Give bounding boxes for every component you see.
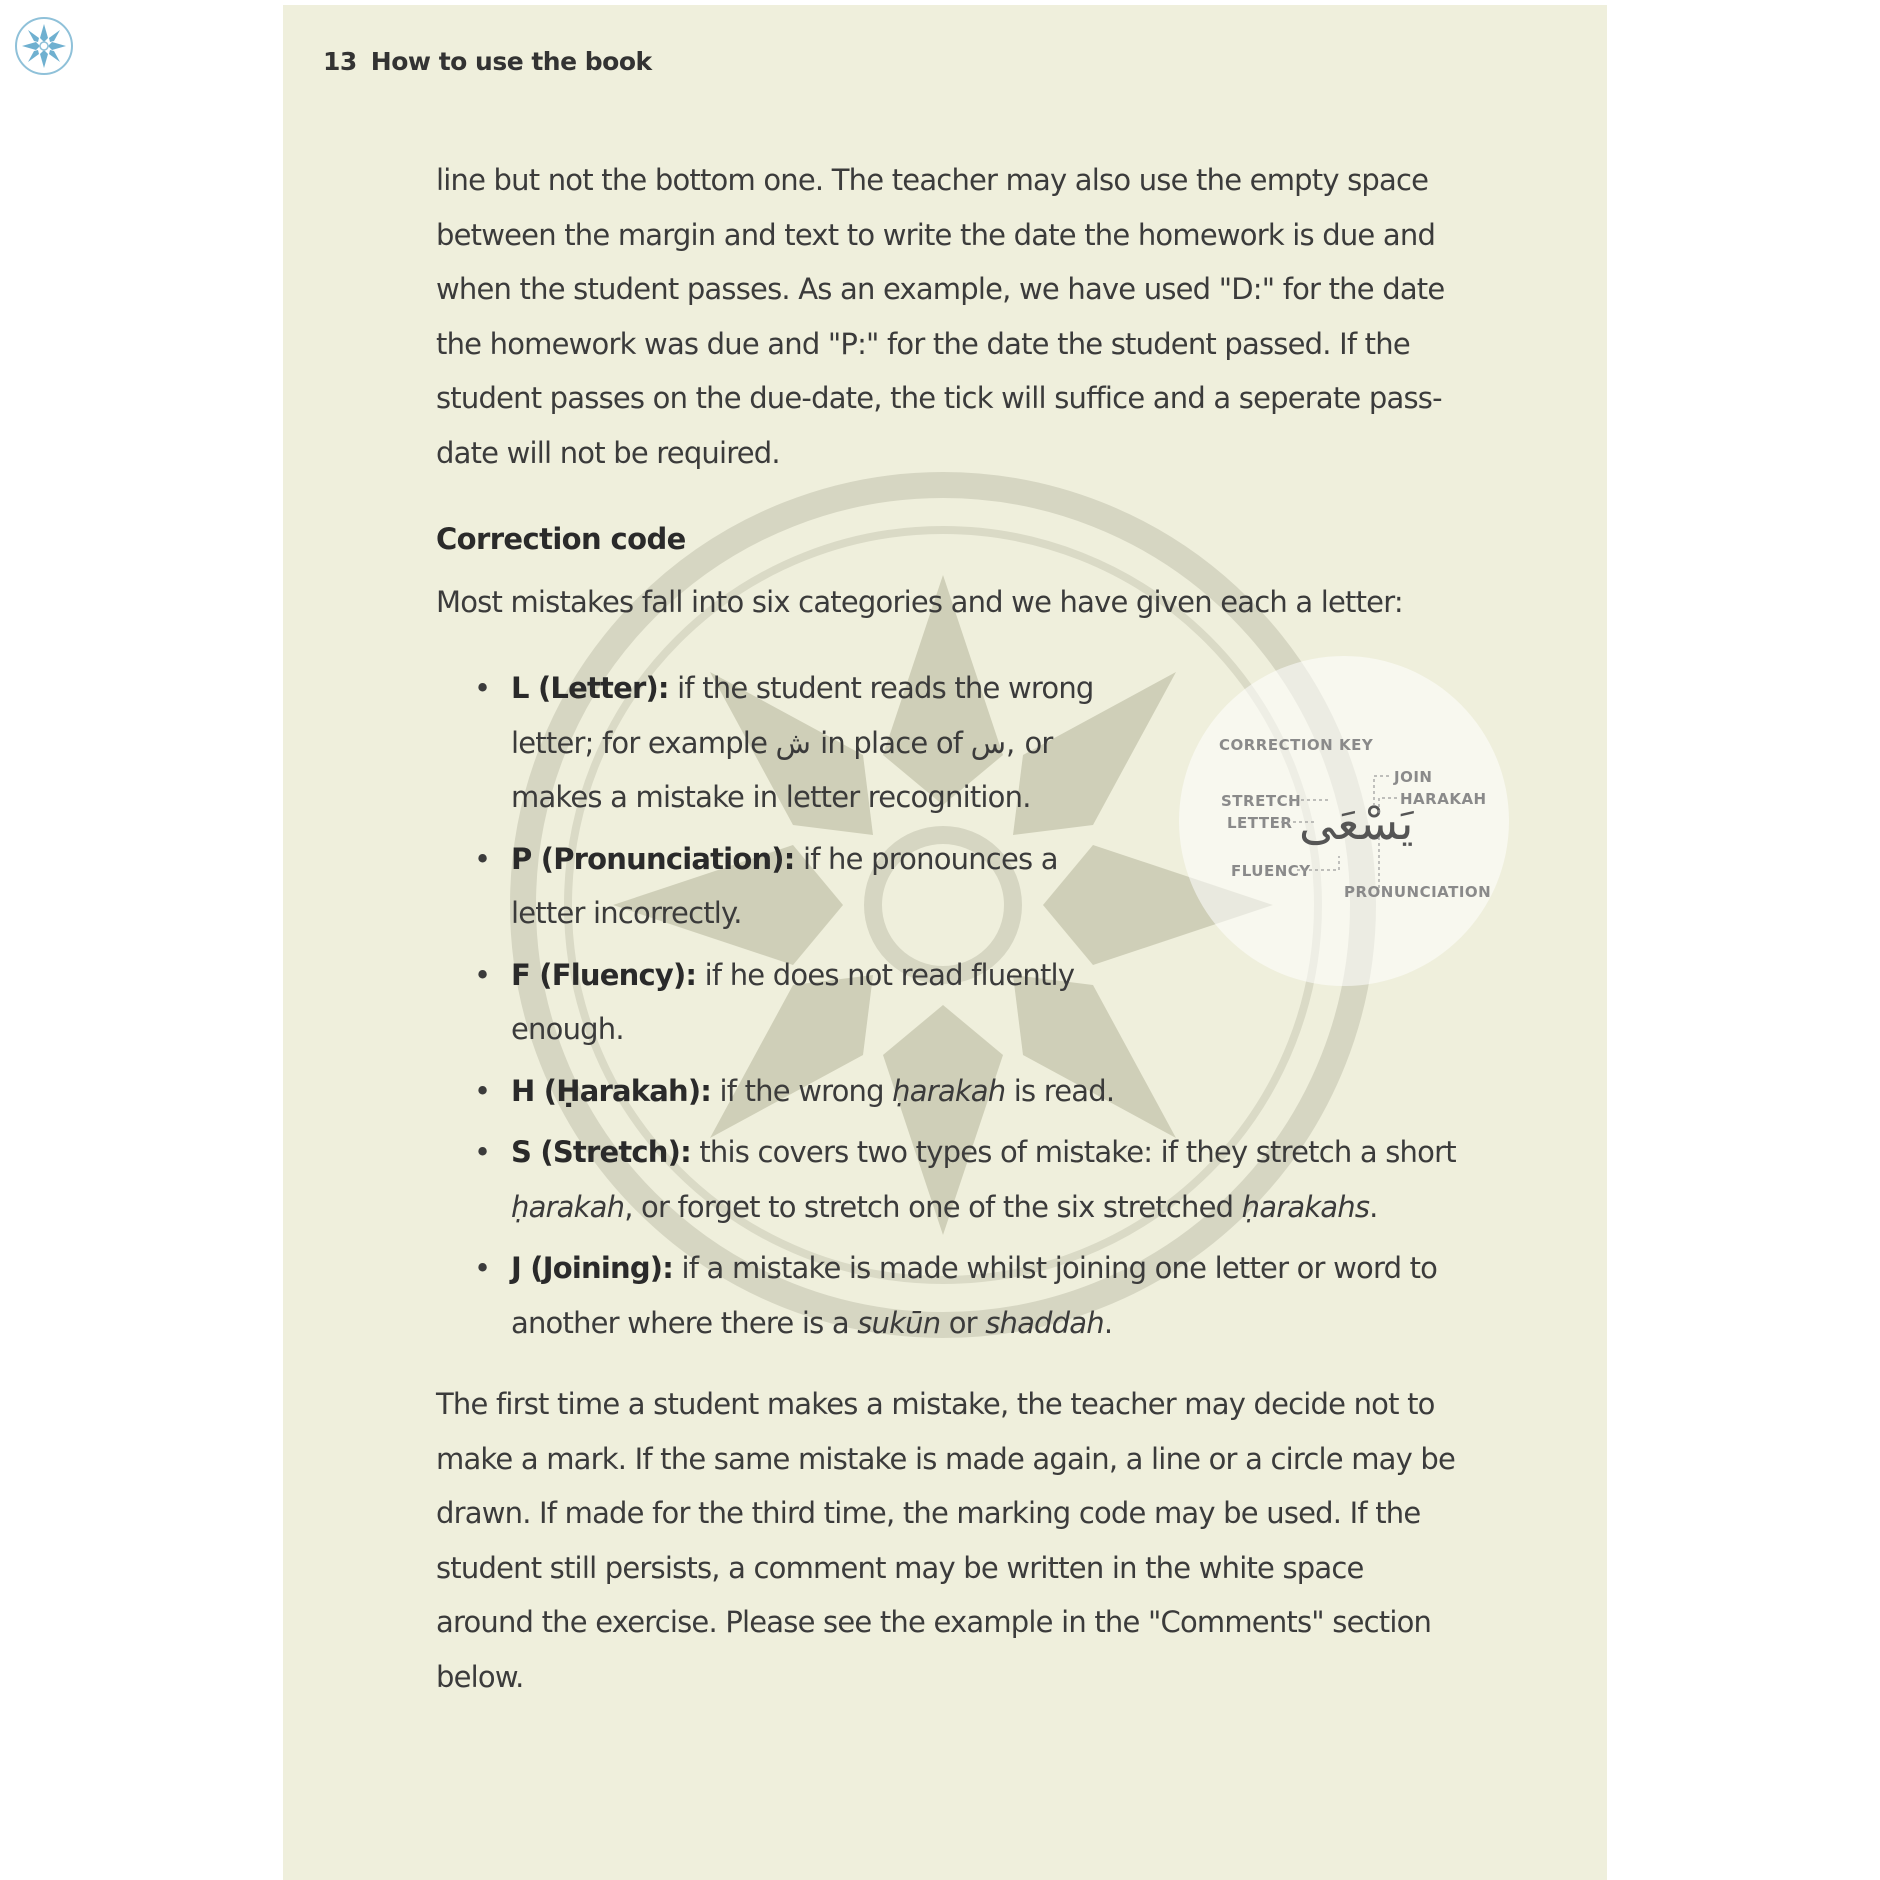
key-label-pronunciation: PRONUNCIATION [1344,883,1492,901]
term-letter: L (Letter): [511,671,669,705]
item-italic: ḥarakah [511,1189,625,1224]
paragraph-1: line but not the bottom one. The teacher may also use the empty space between the margin and text to write the date the homework is due and when the student passes. As an example, we have used "D:" for the date the homework was due and "P:" for the date the student passed. If the student passes on the due-date, the tick will suffice and a seperate pass-date will not be required. [436,163,1445,470]
key-arabic-word: يَسْعَى [1299,796,1414,850]
item-text: if the student reads the wrong letter; for example [511,671,1094,760]
section-intro: Most mistakes fall into six categories and we have given each a letter: [436,585,1403,619]
publisher-logo-icon [14,16,74,76]
key-label-join: JOIN [1394,768,1433,786]
item-italic: ḥarakah [892,1073,1006,1108]
term-harakah: H (Ḥarakah): [511,1073,712,1108]
item-text: if the wrong [711,1073,893,1108]
item-text: . [1103,1305,1113,1340]
item-text: , or makes a mistake in letter recognition. [511,725,1053,814]
key-title: CORRECTION KEY [1219,736,1374,754]
item-text: if he pronounces a letter incorrectly. [511,841,1058,930]
item-italic: shaddah [985,1305,1104,1340]
list-item-pronunciation [436,832,1081,941]
list-item-letter [436,661,1111,825]
list-item-joining [436,1241,1456,1350]
book-page [283,5,1607,1880]
item-text: this covers two types of mistake: if they stretch a short [690,1135,1456,1169]
item-text: is read. [1005,1073,1115,1108]
section-heading: Correction code [436,522,686,556]
key-label-fluency: FLUENCY [1231,862,1311,880]
list-item-harakah [436,1064,1456,1119]
key-leader-lines [1179,656,1509,986]
list-item-stretch [436,1125,1456,1234]
list-item-fluency [436,948,1081,1057]
term-joining: J (Joining): [511,1251,674,1285]
item-text: in place of [810,725,971,760]
item-text: if he does not read fluently enough. [511,957,1075,1046]
section-title: How to use the book [370,47,652,76]
key-label-harakah: HARAKAH [1400,790,1487,808]
item-italic: sukūn [857,1305,941,1340]
term-fluency: F (Fluency): [511,957,697,992]
term-stretch: S (Stretch): [511,1135,691,1169]
item-text: if a mistake is made whilst joining one letter or word to another where there is a [511,1251,1438,1340]
arabic-letter-shin: ش [775,725,811,760]
key-label-letter: LETTER [1227,814,1293,832]
correction-key-diagram [1179,656,1509,986]
item-text: or [940,1305,986,1340]
item-text: , or forget to stretch one of the six stretched [624,1189,1242,1224]
key-label-stretch: STRETCH [1221,792,1302,810]
item-text: . [1369,1189,1378,1224]
page-number: 13 [323,47,357,76]
paragraph-2: The first time a student makes a mistake, the teacher may decide not to make a mark. If the same mistake is made again, a line or a circle may be drawn. If made for the third time, the marking code may be used. If the student still persists, a comment may be written in the white space around the exercise. Please see the example in the "Comments" section below. [436,1387,1456,1694]
item-italic: ḥarakahs [1241,1189,1370,1224]
term-pronunciation: P (Pronunciation): [511,841,795,876]
arabic-letter-sin: س [970,725,1007,760]
running-head [323,47,652,76]
